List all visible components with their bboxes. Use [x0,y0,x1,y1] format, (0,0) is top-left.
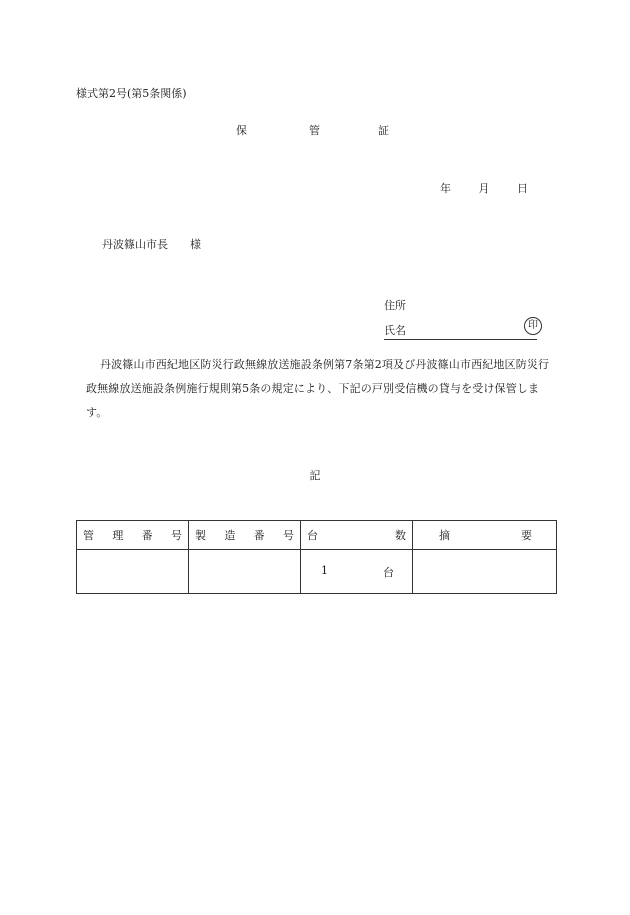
header-char: 番 [141,529,153,542]
record-heading: 記 [309,469,321,482]
document-title [0,122,630,140]
header-char: 号 [170,529,182,542]
header-char: 番 [253,529,265,542]
header-char: 製 [195,529,206,542]
header-char: 理 [112,529,124,542]
addressee-honorific: 様 [190,238,201,251]
header-remarks [413,521,557,550]
body-paragraph: 丹波篠山市西紀地区防災行政無線放送施設条例第7条第2項及び丹波篠山市西紀地区防災行政無線放送施設条例施行規則第5条の規定により、下記の戸別受信機の貸与を受け保管します。 [86,358,550,419]
date-line [440,180,528,196]
date-year: 年 [440,182,451,195]
header-serial-number [189,521,301,550]
seal-mark: 印 [524,317,542,335]
header-char: 数 [395,529,406,542]
header-char: 摘 [439,529,450,542]
quantity-counter: 台 [383,565,394,579]
cell-serial-number [189,550,301,594]
table-row [77,550,557,594]
header-char: 台 [307,529,318,542]
custody-table [76,520,557,594]
date-month: 月 [478,182,490,195]
quantity-value: 1 [321,563,328,577]
header-units [301,521,413,550]
addressee-name: 丹波篠山市長 [102,238,168,251]
header-management-number [77,521,189,550]
table-header-row [77,521,557,550]
date-day: 日 [517,182,528,195]
cell-remarks [413,550,557,594]
name-label: 氏名 [384,322,537,340]
addressee [102,236,201,252]
header-char: 造 [224,529,236,542]
header-char: 号 [282,529,294,542]
header-char: 要 [521,529,532,542]
cell-units [301,550,413,594]
cell-management-number [77,550,189,594]
form-number: 様式第2号(第5条関係) [76,87,187,100]
title-char: 管 [309,124,320,137]
address-label: 住所 [384,299,406,312]
title-char: 保 [236,124,247,137]
header-char: 管 [83,529,94,542]
title-char: 証 [378,124,389,137]
